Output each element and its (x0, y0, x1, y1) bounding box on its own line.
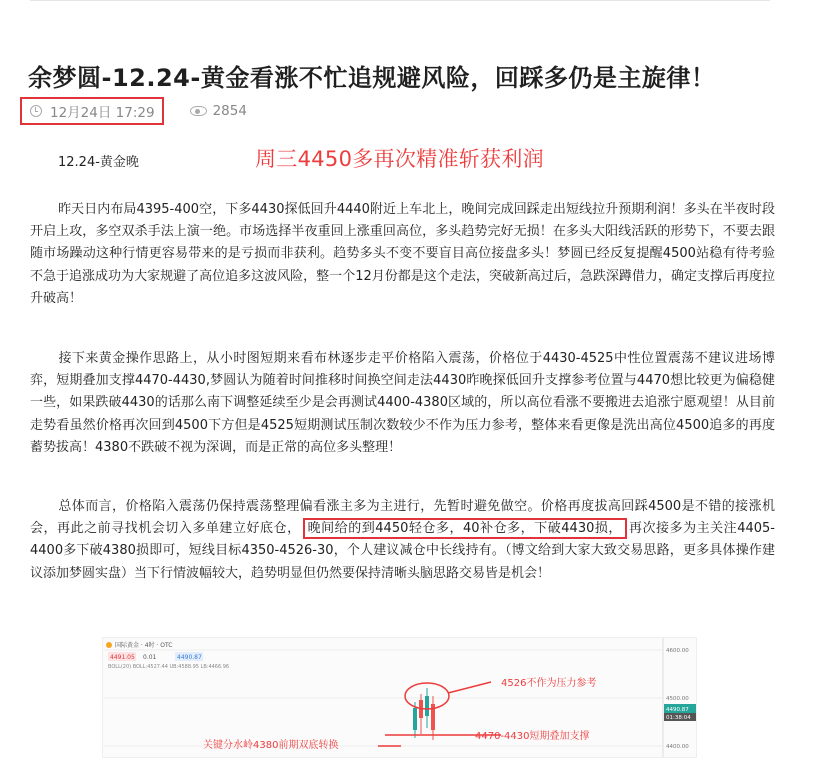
paragraph-summary-start: 总体而言，价格陷入震荡仍保持震荡整理偏看涨主多为主进行，先暂时避免做空。价格再度拔高回踩4500是不错的接涨机会，再此之前寻找机会切入多单建立好底仓， (30, 499, 775, 537)
publish-datetime: 12月24日 17:29 (50, 105, 155, 121)
publish-date-box (20, 97, 164, 125)
view-count-value: 2854 (212, 103, 247, 119)
buy-price: 4490.87 (177, 654, 202, 661)
paragraph-strategy-text: 接下来黄金操作思路上，从小时图短期来看布林逐步走平价格陷入震荡，价格位于4430-4525中性位置震荡不建议进场博弈，短期叠加支撑4470-4430,梦圆认为随着时间推移时间换空间走法4430昨晚探低回升支撑参考位置与4470想比较更为偏稳健一些，如果跌破4430的话那么南下调整延续至少是会再测试4400-4380区域的，所以高位看涨不要搬进去追涨宁愿观望！从目前走势看虽然价格再次回到4500下方但是4525短期测试压制次数较少不作为压力参考，整体来看更像是洗出高位4500追多的再度蓄势拔高！4380不跌破不视为深调，而是正常的高位多头整理！ (30, 351, 775, 455)
axis-label-top: 4600.00 (666, 648, 689, 654)
annotation-support: 4470-4430短期叠加支撑 (475, 731, 590, 742)
paragraph-recap (30, 199, 775, 310)
clock-icon (30, 105, 42, 117)
paragraph-summary-end: 再次接多为主关注4405-4400多下破4380损即可，短线目标4350-4526-30，个人建议减仓中长线持有。（博文给到大家大致交易思路，更多具体操作建议添加梦圆实盘）当下行情波幅较大，趋势明显但仍然要保持清晰头脑思路交易皆是机会！ (30, 521, 775, 581)
symbol-line: 国际黄金 · 4时 · OTC (115, 642, 173, 649)
section-label: 12.24-黄金晚 (58, 155, 139, 170)
page-title: 余梦圆-12.24-黄金看涨不忙追规避风险，回踩多仍是主旋律！ (28, 64, 716, 92)
resistance-arrow (448, 682, 491, 693)
paragraph-summary (30, 496, 775, 585)
chart-screenshot-art (103, 638, 696, 757)
annotation-resistance: 4526不作为压力参考 (501, 678, 597, 689)
boxed-trade-plan: 晚间给的到4450轻仓多，40补仓多，下破4430损， (303, 518, 627, 539)
sell-price: 4491.05 (110, 654, 135, 661)
chart-screenshot (102, 637, 697, 758)
gold-icon (106, 642, 112, 648)
paragraph-strategy (30, 348, 775, 459)
paragraph-recap-text: 昨天日内布局4395-400空，下多4430探低回升4440附近上车北上，晚间完成回踩走出短线拉升预期利润！多头在半夜时段开启上攻，多空双杀手法上演一绝。市场选择半夜重回上涨重回高位，多头趋势完好无损！在多头大阳线活跃的形势下，不要去跟随市场躁动这种行情更容易带来的是亏损而非获利。趋势多头不变不要盲目高位接盘多头！梦圆已经反复提醒4500站稳有待考验不急于追涨成功为大家规避了高位追多这波风险，整一个12月份都是这个走法，突破新高过后，急跌深蹲借力，确定支撑后再度拉升破高！ (30, 202, 775, 306)
axis-label-mid: 4500.00 (666, 696, 689, 702)
boll-line: BOLL(20) BOLL:4527.44 UB:4588.95 LB:4466.96 (108, 664, 230, 670)
top-divider (30, 0, 770, 1)
red-headline: 周三4450多再次精准斩获利润 (255, 147, 544, 171)
eye-icon (190, 106, 207, 116)
axis-label-low: 4400.00 (666, 744, 689, 750)
time-tag-text: 01:38:04 (666, 715, 691, 721)
annotation-watershed: 关键分水岭4380前期双底转换 (203, 740, 339, 751)
article-meta (20, 94, 247, 128)
candlestick-cluster (413, 688, 435, 740)
order-qty: 0.01 (143, 654, 157, 661)
view-count (190, 103, 247, 119)
price-tag-text: 4490.87 (666, 707, 689, 713)
